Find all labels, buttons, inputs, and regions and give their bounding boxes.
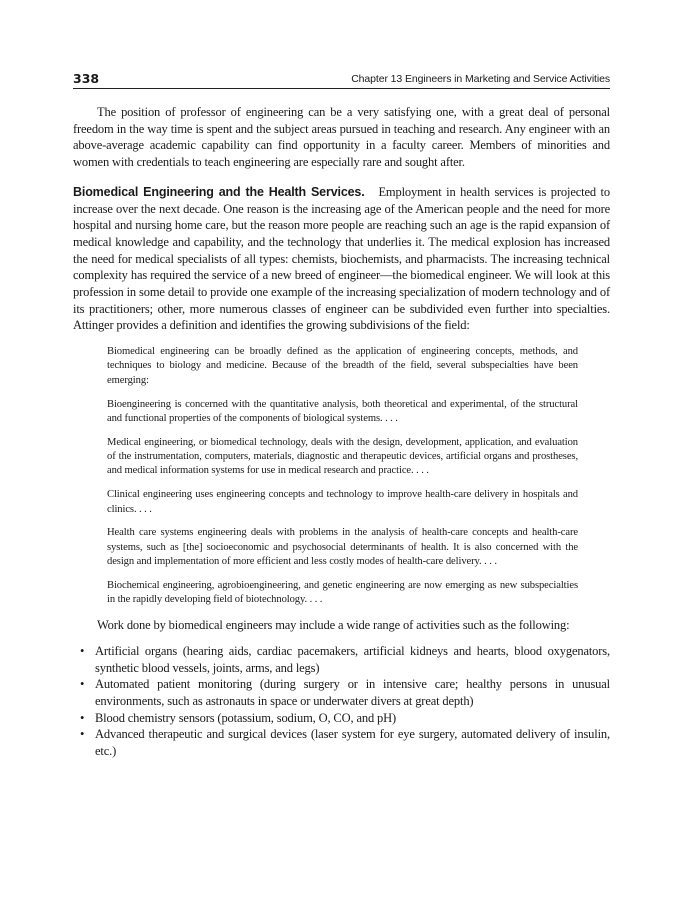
quote-paragraph: Clinical engineering uses engineering concepts and technology to improve health-care delivery in hospitals and clinics. . . . — [107, 489, 578, 515]
quote-paragraph: Medical engineering, or biomedical technology, deals with the design, development, application, and evaluation of the instrumentation, computers, materials, diagnostic and therapeutic devices, artificial organs and prostheses, and medical information systems for use in medical research and practice. . . . — [107, 436, 578, 477]
list-item: • Artificial organs (hearing aids, cardiac pacemakers, artificial kidneys and hearts, blood oxygenators, synthetic blood vessels, joints, arms, and legs) — [80, 643, 610, 675]
page-number: 338 — [73, 71, 100, 86]
work-intro: Work done by biomedical engineers may include a wide range of activities such as the following: — [97, 618, 570, 633]
bullet-icon: • — [80, 727, 85, 742]
block-quote — [107, 345, 578, 607]
quote-paragraph: Biochemical engineering, agrobioengineering, and genetic engineering are now emerging as new subspecialties in the rapidly developing field of biotechnology. . . . — [107, 579, 578, 606]
section-biomedical — [73, 184, 610, 334]
book-page — [73, 68, 610, 760]
section-body: Employment in health services is projected to increase over the next decade. One reason is the increasing age of the American people and the need for more hospital and nursing home care, but the reason more people are reaching such an age is the rapid expansion of medical knowledge and capability, and the technology that underlies it. The medical explosion has increased the need for medical specialists of all types: chemists, biochemists, and pharmacists. The increasing technical complexity has required the service of a new breed of engineer—the biomedical engineer. We will look at this profession in some detail to provide one example of the increasing specialization of modern technology and of its practitioners; other, more numerous classes of engineer can be subdivided even further into specialties. Attinger provides a definition and identifies the growing subdivisions of the field: — [73, 184, 610, 333]
bullet-icon: • — [80, 677, 85, 692]
running-head: Chapter 13 Engineers in Marketing and Service Activities — [351, 73, 610, 85]
bullet-icon: • — [80, 643, 85, 658]
bullet-icon: • — [80, 710, 85, 725]
list-item: • Automated patient monitoring (during surgery or in intensive care; healthy persons in unusual environments, such as astronauts in space or underwater divers at great depth) — [80, 677, 610, 708]
section-heading: Biomedical Engineering and the Health Services. — [73, 184, 365, 199]
quote-paragraph: Biomedical engineering can be broadly defined as the application of engineering concepts, methods, and techniques to biology and medicine. Because of the breadth of the field, several subspecialties have been emerging: — [107, 346, 578, 386]
quote-paragraph: Bioengineering is concerned with the quantitative analysis, both theoretical and experimental, of the structural and functional properties of the components of biological systems. . . . — [107, 398, 578, 424]
quote-paragraph: Health care systems engineering deals with problems in the analysis of health-care concepts and health-care systems, such as [the] socioeconomic and psychosocial determinants of health. It is also concerned with the design and implementation of more efficient and less costly modes of health-care delivery. . . . — [107, 527, 578, 568]
page-header — [73, 68, 610, 89]
list-item: • Blood chemistry sensors (potassium, sodium, O, CO, and pH) — [80, 710, 397, 725]
activity-list — [73, 643, 610, 760]
list-item: • Advanced therapeutic and surgical devices (laser system for eye surgery, automated delivery of insulin, etc.) — [80, 727, 610, 759]
paragraph-professor: The position of professor of engineering can be a very satisfying one, with a great deal of personal freedom in the way time is spent and the subject areas pursued in teaching and research. Any engineer with an above-average academic capability can find opportunity in a faculty career. Members of minorities and women with credentials to teach engineering are especially rare and sought after. — [73, 105, 610, 170]
